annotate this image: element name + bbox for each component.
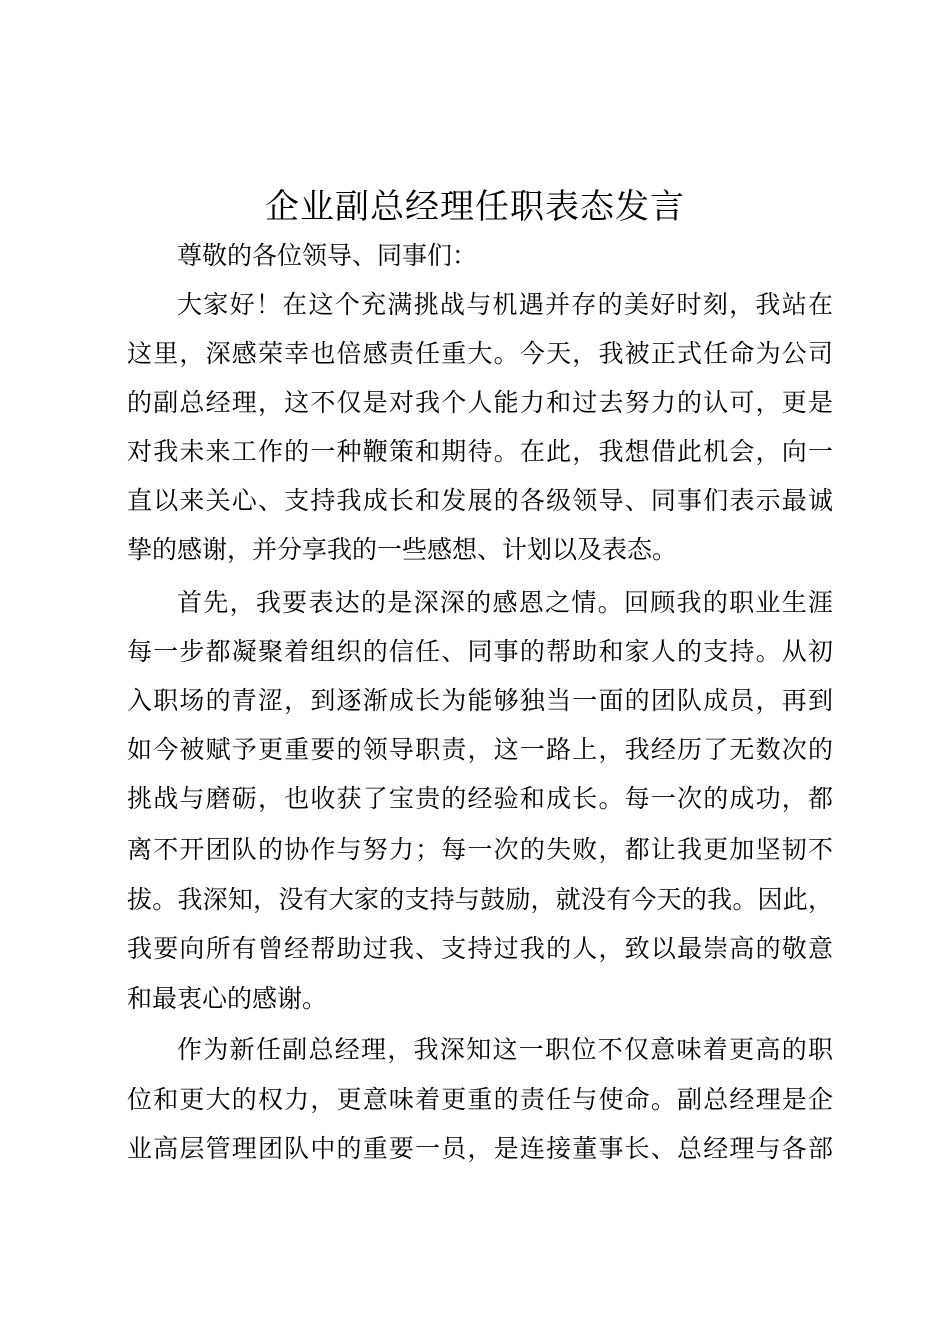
paragraph-3-line-1: 作为新任副总经理，我深知这一职位不仅意味着更高的职	[177, 1035, 833, 1064]
paragraph-2-line-4: 如今被赋予更重要的领导职责，这一路上，我经历了无数次的	[127, 735, 833, 764]
paragraph-1-line-6: 挚的感谢，并分享我的一些感想、计划以及表态。	[127, 535, 678, 564]
paragraph-2-line-5: 挑战与磨砺，也收获了宝贵的经验和成长。每一次的成功，都	[127, 784, 833, 813]
paragraph-1-line-1: 大家好！在这个充满挑战与机遇并存的美好时刻，我站在	[177, 290, 833, 319]
paragraph-2-line-3: 入职场的青涩，到逐渐成长为能够独当一面的团队成员，再到	[127, 686, 833, 715]
paragraph-2-line-8: 我要向所有曾经帮助过我、支持过我的人，致以最崇高的敬意	[127, 934, 833, 963]
paragraph-2-line-7: 拔。我深知，没有大家的支持与鼓励，就没有今天的我。因此，	[127, 885, 833, 914]
greeting: 尊敬的各位领导、同事们：	[177, 241, 478, 270]
paragraph-3-line-3: 业高层管理团队中的重要一员，是连接董事长、总经理与各部	[127, 1134, 833, 1163]
paragraph-2-line-9: 和最衷心的感谢。	[127, 984, 328, 1013]
paragraph-2-line-2: 每一步都凝聚着组织的信任、同事的帮助和家人的支持。从初	[127, 637, 833, 666]
paragraph-1-line-5: 直以来关心、支持我成长和发展的各级领导、同事们表示最诚	[127, 486, 833, 515]
paragraph-1-line-2: 这里，深感荣幸也倍感责任重大。今天，我被正式任命为公司	[127, 339, 833, 368]
document-title: 企业副总经理任职表态发言	[265, 187, 685, 227]
paragraph-2-line-6: 离不开团队的协作与努力；每一次的失败，都让我更加坚韧不	[127, 835, 833, 864]
paragraph-1-line-4: 对我未来工作的一种鞭策和期待。在此，我想借此机会，向一	[127, 437, 833, 466]
paragraph-2-line-1: 首先，我要表达的是深深的感恩之情。回顾我的职业生涯	[177, 588, 833, 617]
paragraph-3-line-2: 位和更大的权力，更意味着更重的责任与使命。副总经理是企	[127, 1085, 833, 1114]
paragraph-1-line-3: 的副总经理，这不仅是对我个人能力和过去努力的认可，更是	[127, 388, 833, 417]
